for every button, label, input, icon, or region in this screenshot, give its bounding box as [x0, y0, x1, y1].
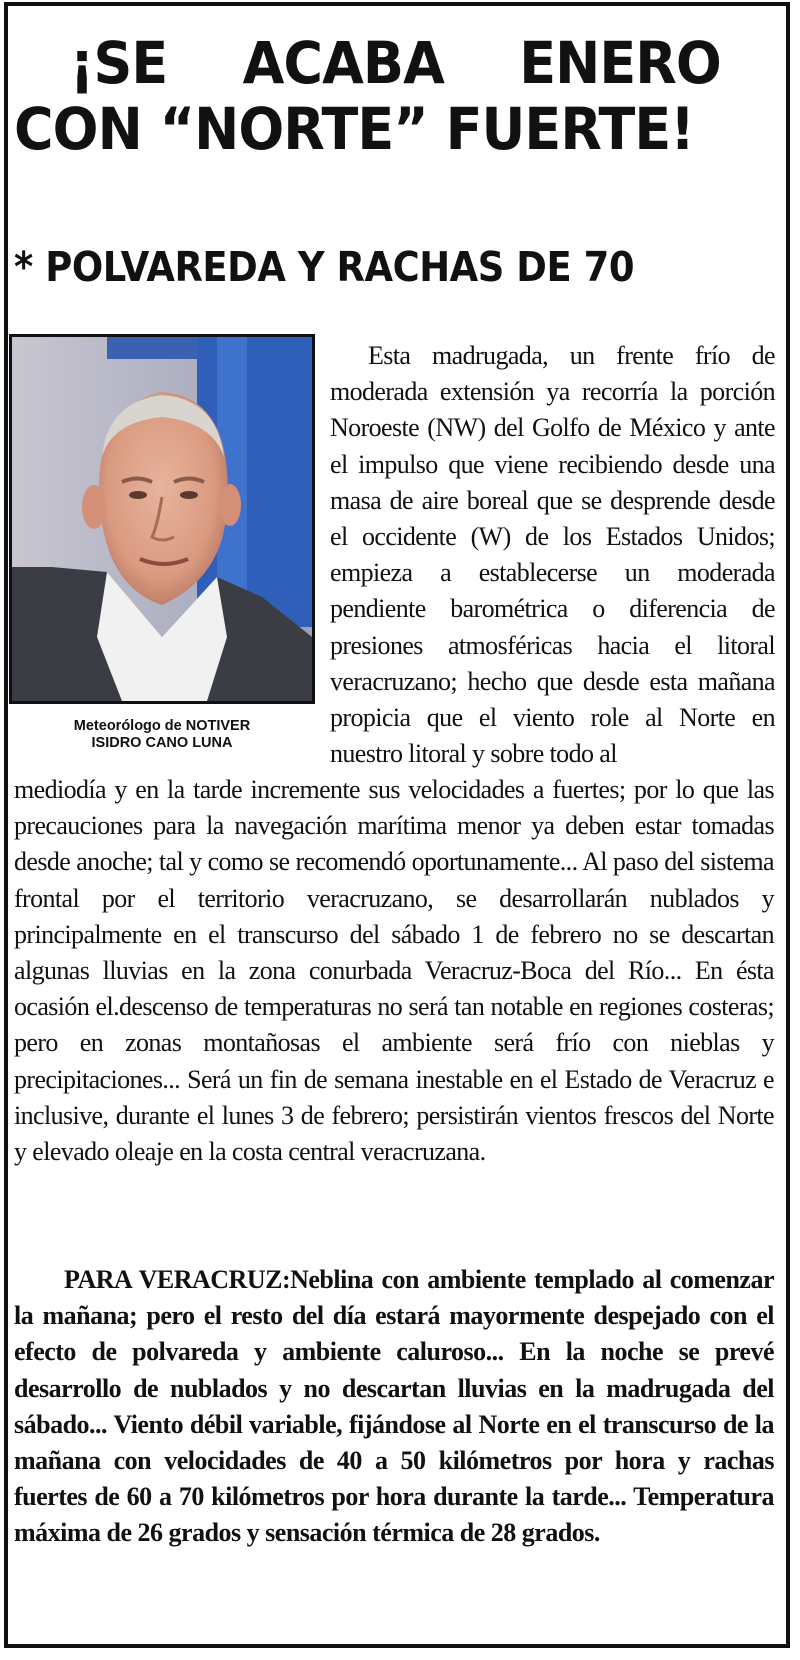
intro-text: Esta madrugada, un frente frío de moderada extensión ya recorría la porción Noroeste (NW) del Golfo de México y ante el impulso que viene recibiendo desde una masa de aire boreal que se desprende desde el occidente (W) de los Estados Unidos; empieza a establecerse un moderada pendiente barométrica o diferencia de presiones atmosféricas hacia el litoral veracruzano; hecho que desde esta mañana propicia que el viento role al Norte en nuestro litoral y sobre todo al — [330, 341, 775, 769]
headline — [14, 30, 721, 162]
article-body: mediodía y en la tarde incremente sus velocidades a fuertes; por lo que las precauciones para la navegación marítima menor ya deben estar tomadas desde anoche; tal y como se recomendó oportunamente... Al paso del sistema frontal por el territorio veracruzano, se desarrollarán nublados y principalmente en el transcurso del sábado 1 de febrero no se descartan algunas lluvias en la zona conurbada Veracruz-Boca del Río... En ésta ocasión el.descenso de temperaturas no será tan notable en regiones costeras; pero en zonas montañosas el ambiente será frío con nieblas y precipitaciones... Será un fin de semana inestable en el Estado de Veracruz e inclusive, durante el lunes 3 de febrero; persistirán vientos frescos del Norte y elevado oleaje en la costa central veracruzana. — [14, 775, 774, 1167]
forecast-label: PARA VERACRUZ: — [64, 1265, 291, 1294]
subheadline: * POLVAREDA Y RACHAS DE 70 — [14, 243, 635, 291]
forecast-text: Neblina con ambiente templado al comenzar la mañana; pero el resto del día estará mayormente despejado con el efecto de polvareda y ambiente caluroso... En la noche se prevé desarrollo de nublados y no descartan lluvias en la madrugada del sábado... Viento débil variable, fijándose al Norte en el transcurso de la mañana con velocidades de 40 a 50 kilómetros por hora y rachas fuertes de 60 a 70 kilómetros por hora durante la tarde... Temperatura máxima de 26 grados y sensación térmica de 28 grados. — [14, 1265, 774, 1548]
portrait-photo-icon — [12, 337, 312, 701]
article-intro — [330, 338, 775, 772]
caption-line-1: Meteorólogo de NOTIVER — [73, 718, 251, 734]
caption-line-2: ISIDRO CANO LUNA — [91, 735, 233, 751]
meteorologist-photo — [9, 334, 315, 704]
headline-line-1: ¡SE ACABA ENERO — [69, 29, 721, 97]
photo-caption — [9, 718, 315, 752]
forecast-paragraph — [14, 1262, 774, 1552]
headline-line-2: CON “NORTE” FUERTE! — [14, 95, 694, 163]
